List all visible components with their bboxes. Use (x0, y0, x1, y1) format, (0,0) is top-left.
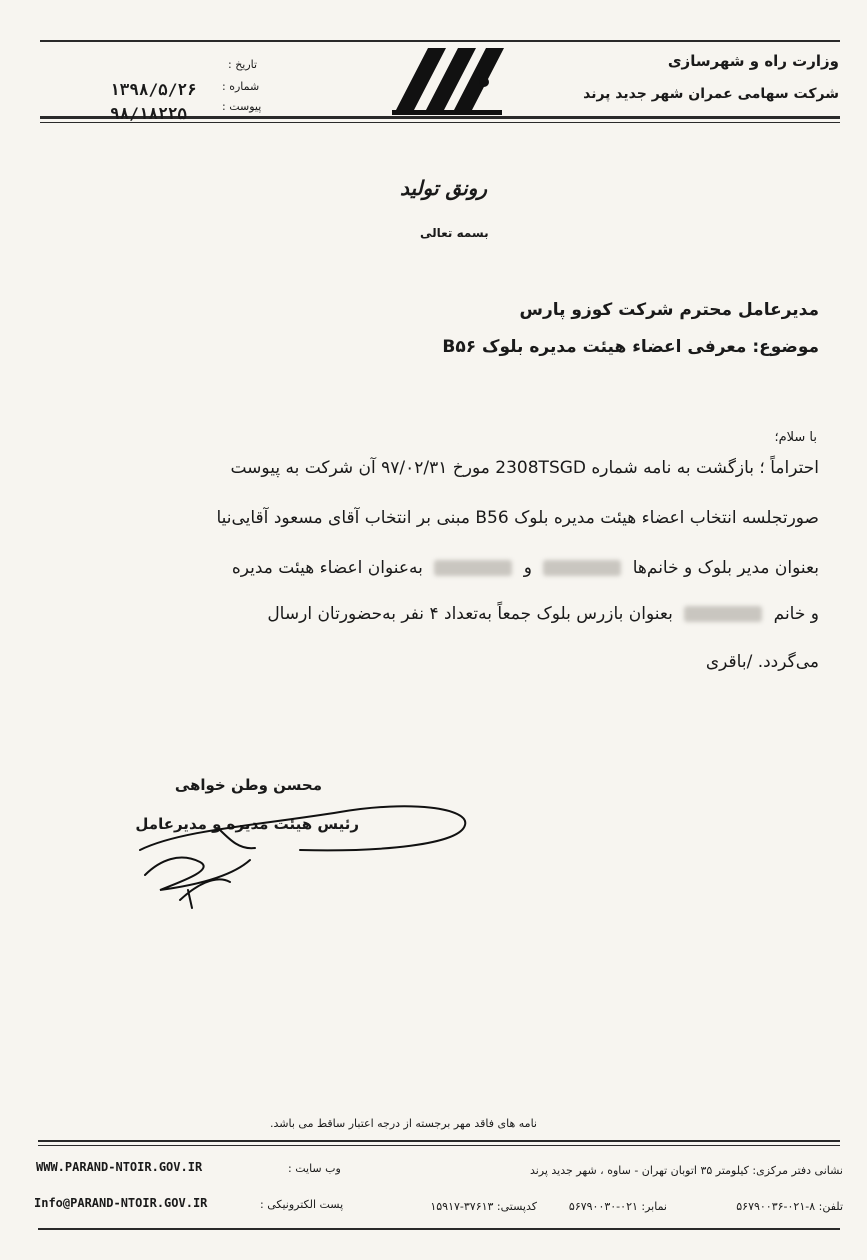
company-name: شرکت سهامی عمران شهر جدید پرند (583, 86, 839, 102)
number-label: شماره : (222, 80, 260, 93)
handwritten-signature (120, 790, 480, 920)
attachment-label: پیوست : (222, 100, 262, 113)
redacted-name-1 (543, 560, 621, 576)
redacted-name-3 (684, 606, 762, 622)
body-line-1: احتراماً ؛ بازگشت به نامه شماره 2308TSGD مورخ ۹۷/۰۲/۳۱ آن شرکت به پیوست (230, 458, 819, 478)
body-line-3 (232, 558, 819, 578)
number-value: ۱۳۹۸/۵/۲۶ (110, 80, 197, 99)
ministry-name: وزارت راه و شهرسازی (667, 52, 839, 70)
fax-number: نمابر: ۰۲۱-۵۶۷۹۰۰۳۰ (568, 1200, 667, 1213)
attachment-value: ۹۸/۱۸۲۲۵ (110, 104, 188, 123)
body-line-3-part-a: بعنوان مدیر بلوک و خانم‌ها (632, 558, 819, 578)
body-line-3-part-c: به‌عنوان اعضاء هیئت مدیره (231, 558, 423, 578)
seal-validity-note: نامه های فاقد مهر برجسته از درجه اعتبار ساقط می باشد. (270, 1117, 537, 1130)
footer-rule-top (38, 1140, 840, 1142)
redacted-name-2 (434, 560, 512, 576)
recipient-line: مدیرعامل محترم شرکت کوزو پارس (519, 300, 819, 320)
footer-rule-bottom (38, 1228, 840, 1230)
handwritten-note: رونق تولید (400, 176, 488, 200)
bismillah: بسمه تعالی (420, 226, 489, 240)
body-line-4-part-b: بعنوان بازرس بلوک جمعاً به‌تعداد ۴ نفر به‌حضورتان ارسال (267, 604, 673, 624)
date-label: تاریخ : (228, 58, 258, 71)
email-label: پست الکترونیکی : (260, 1198, 344, 1211)
company-logo (388, 38, 512, 120)
greeting: با سلام؛ (774, 430, 817, 445)
phone-number: تلفن: ۸-۰۲۱-۵۶۷۹۰۰۳۶ (736, 1200, 843, 1213)
signer-title: رئیس هیئت مدیره و مدیرعامل (135, 815, 359, 833)
body-line-3-part-b: و (523, 558, 532, 578)
body-line-5: می‌گردد. /باقری (705, 652, 819, 672)
body-line-2: صورتجلسه انتخاب اعضاء هیئت مدیره بلوک B56 مبنی بر انتخاب آقای مسعود آقایی‌نیا (216, 508, 819, 528)
email-address[interactable]: Info@PARAND-NTOIR.GOV.IR (34, 1196, 208, 1210)
postal-code: کدپستی: ۳۷۶۱۳-۱۵۹۱۷ (430, 1200, 537, 1213)
subject-line: موضوع: معرفی اعضاء هیئت مدیره بلوک B۵۶ (442, 337, 819, 357)
body-line-4 (267, 604, 819, 624)
office-address: نشانی دفتر مرکزی: کیلومتر ۳۵ اتوبان تهران - ساوه ، شهر جدید پرند (529, 1164, 843, 1177)
footer-rule-mid (38, 1145, 840, 1146)
website-url[interactable]: WWW.PARAND-NTOIR.GOV.IR (36, 1160, 203, 1174)
signer-name: محسن وطن خواهی (174, 776, 322, 794)
body-line-4-part-a: و خانم (773, 604, 819, 624)
website-label: وب سایت : (288, 1162, 341, 1175)
